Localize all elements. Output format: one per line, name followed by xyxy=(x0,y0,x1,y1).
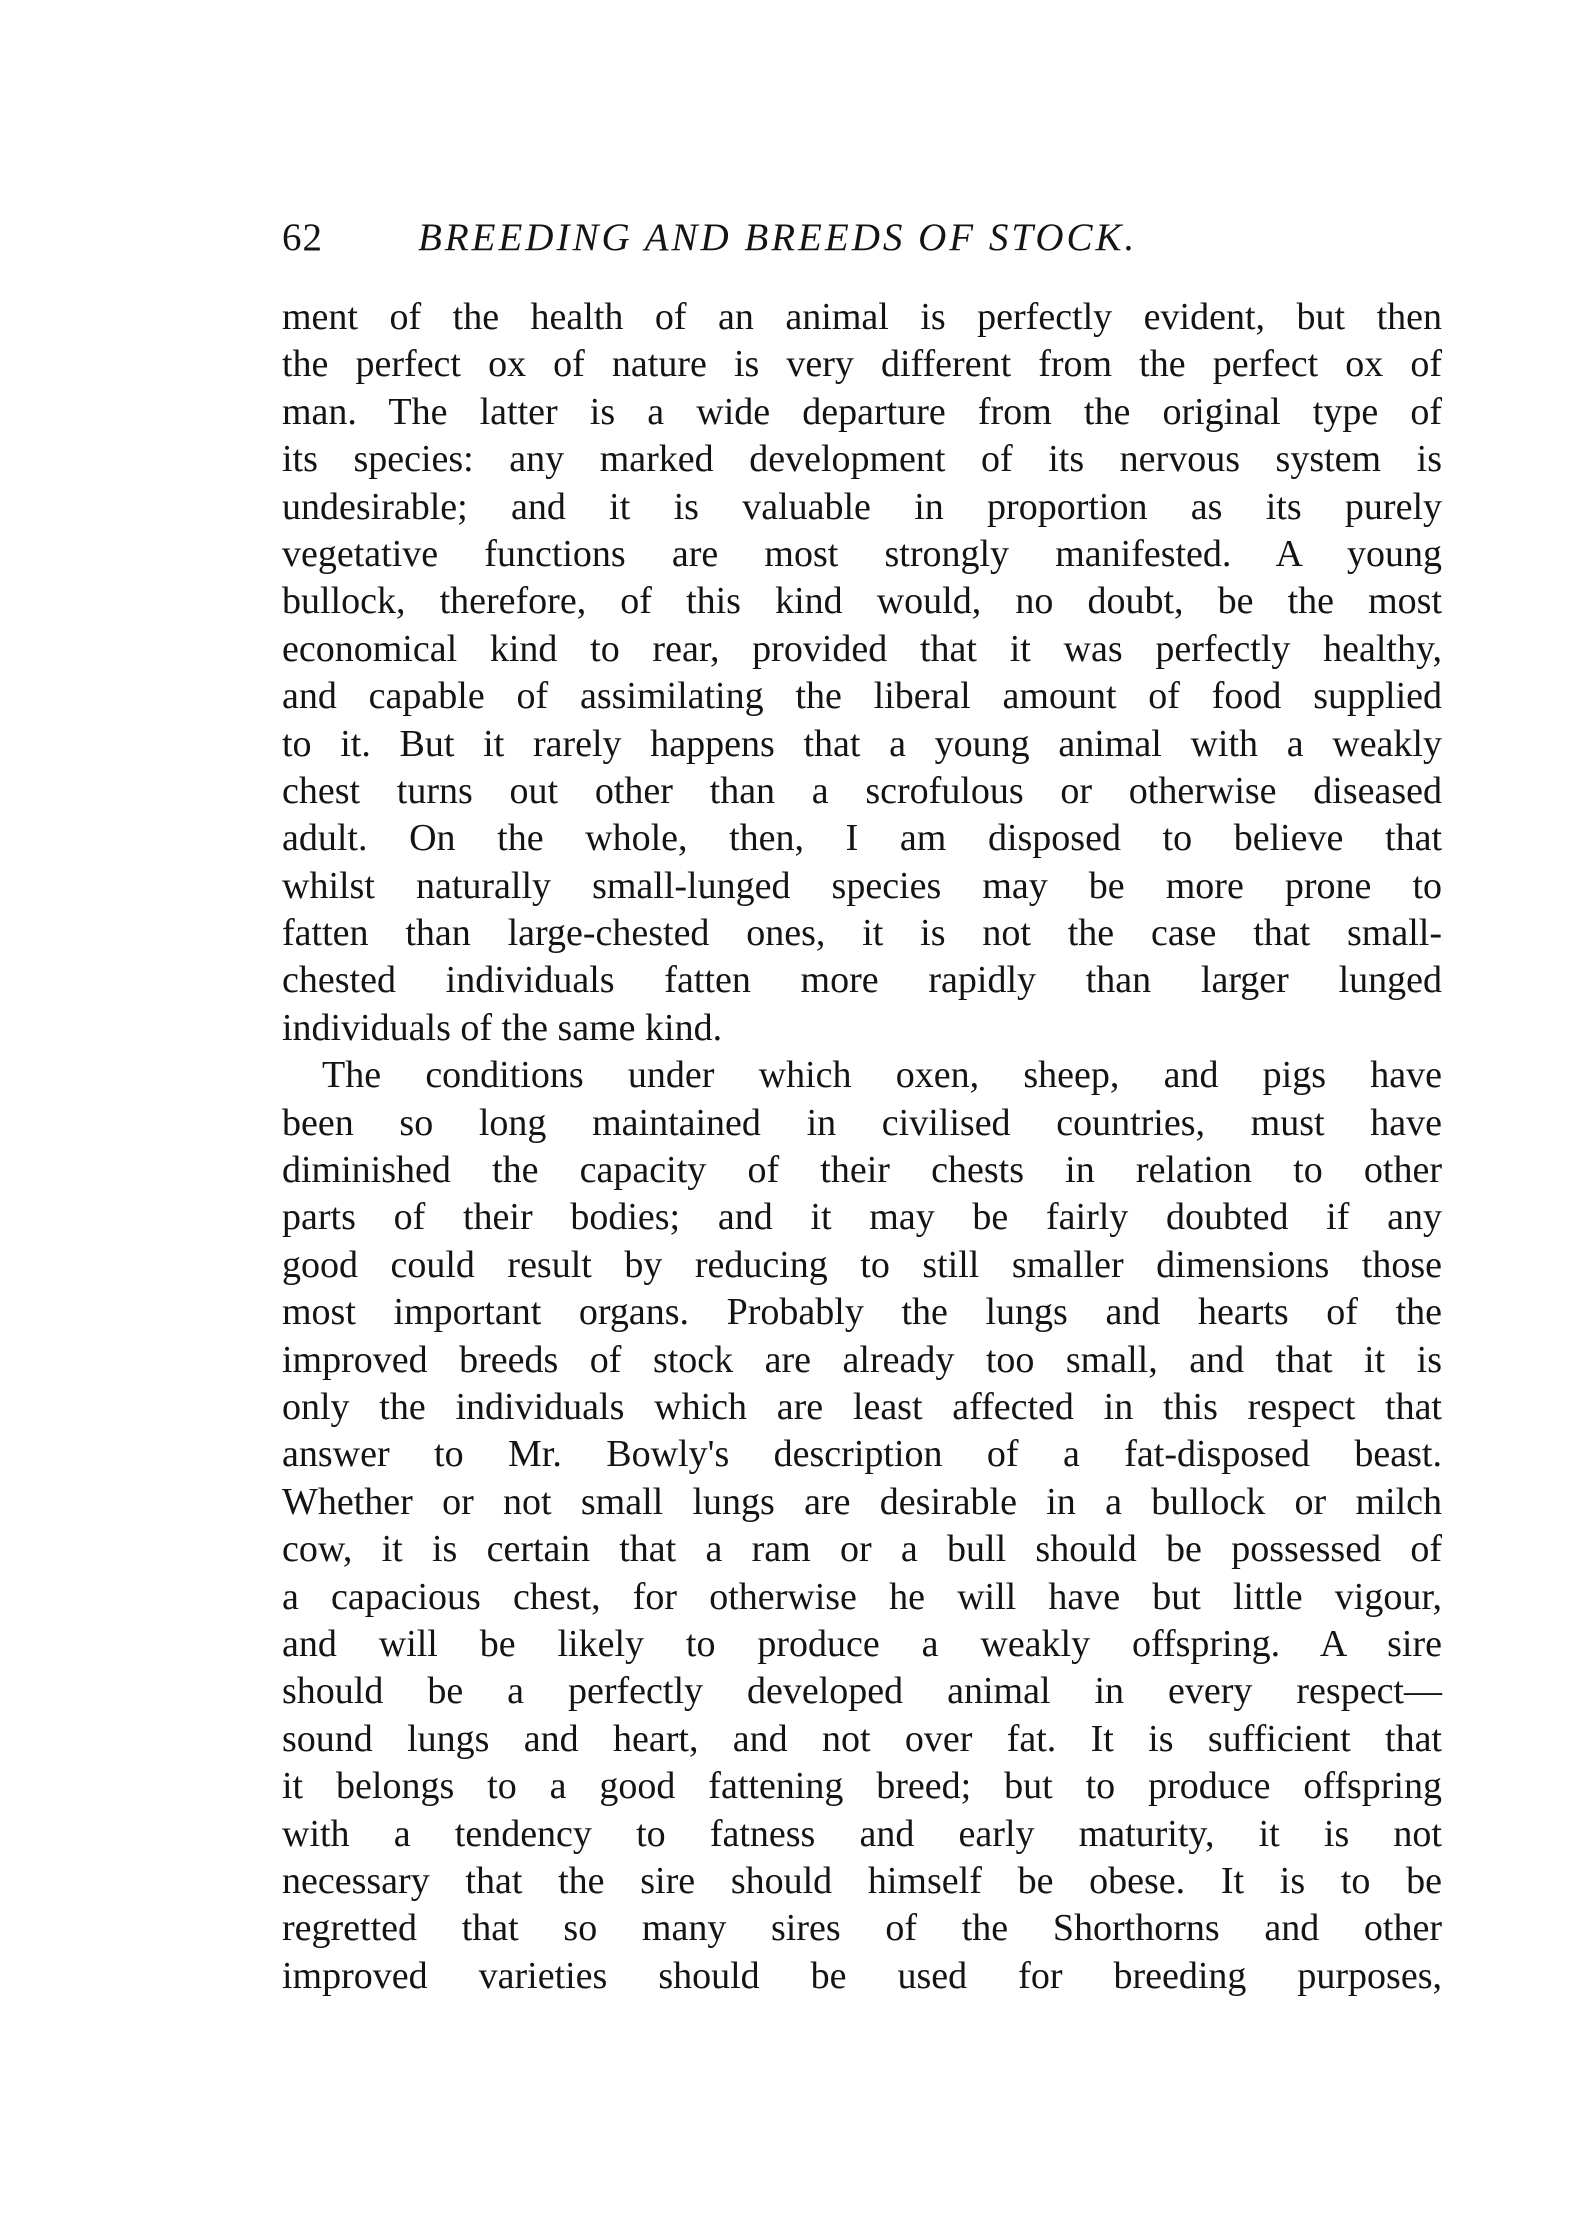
text-line: parts of their bodies; and it may be fairly doubted if any xyxy=(282,1196,1442,1239)
text-line: man. The latter is a wide departure from the original type of xyxy=(282,390,1442,433)
text-line: its species: any marked development of its nervous system is xyxy=(282,438,1442,481)
text-line: necessary that the sire should himself be obese. It is to be xyxy=(282,1859,1442,1902)
text-line: answer to Mr. Bowly's description of a fat-disposed beast. xyxy=(282,1433,1442,1476)
text-line: Whether or not small lungs are desirable in a bullock or milch xyxy=(282,1480,1442,1523)
text-line: it belongs to a good fattening breed; but to produce offspring xyxy=(282,1765,1442,1808)
text-line: sound lungs and heart, and not over fat. It is sufficient that xyxy=(282,1717,1442,1760)
text-line: a capacious chest, for otherwise he will have but little vigour, xyxy=(282,1575,1442,1618)
text-line: to it. But it rarely happens that a young animal with a weakly xyxy=(282,722,1442,765)
text-line: whilst naturally small-lunged species may be more prone to xyxy=(282,864,1442,907)
text-line: only the individuals which are least affected in this respect that xyxy=(282,1385,1442,1428)
text-line: ment of the health of an animal is perfectly evident, but then xyxy=(282,296,1442,338)
text-line: undesirable; and it is valuable in proportion as its purely xyxy=(282,485,1442,528)
text-line: most important organs. Probably the lungs and hearts of the xyxy=(282,1291,1442,1334)
text-line: individuals of the same kind. xyxy=(282,1006,723,1049)
body-text xyxy=(282,294,1442,2000)
text-line: adult. On the whole, then, I am disposed to believe that xyxy=(282,817,1442,860)
text-line: the perfect ox of nature is very different from the perfect ox of xyxy=(282,343,1442,386)
page-number: 62 xyxy=(282,216,323,259)
text-line: improved varieties should be used for breeding purposes, xyxy=(282,1954,1442,1997)
text-line: should be a perfectly developed animal in every respect— xyxy=(282,1670,1442,1713)
text-line: economical kind to rear, provided that it was perfectly healthy, xyxy=(282,627,1442,670)
text-line: been so long maintained in civilised countries, must have xyxy=(282,1101,1442,1144)
text-line: improved breeds of stock are already too small, and that it is xyxy=(282,1338,1442,1381)
text-line: chested individuals fatten more rapidly than larger lunged xyxy=(282,959,1442,1002)
text-line: good could result by reducing to still smaller dimensions those xyxy=(282,1243,1442,1286)
running-head xyxy=(282,210,1442,266)
text-line: fatten than large-chested ones, it is not the case that small- xyxy=(282,912,1442,955)
text-line: diminished the capacity of their chests in relation to other xyxy=(282,1149,1442,1192)
running-title: BREEDING AND BREEDS OF STOCK. xyxy=(418,216,1138,259)
text-line: chest turns out other than a scrofulous or otherwise diseased xyxy=(282,769,1442,812)
text-line: and capable of assimilating the liberal amount of food supplied xyxy=(282,675,1442,718)
paragraph xyxy=(282,294,1442,1052)
text-line: vegetative functions are most strongly manifested. A young xyxy=(282,532,1442,575)
text-line: and will be likely to produce a weakly offspring. A sire xyxy=(282,1622,1442,1665)
text-line: with a tendency to fatness and early maturity, it is not xyxy=(282,1812,1442,1855)
paragraph xyxy=(282,1052,1442,2000)
text-line: bullock, therefore, of this kind would, no doubt, be the most xyxy=(282,580,1442,623)
text-line: cow, it is certain that a ram or a bull should be possessed of xyxy=(282,1528,1442,1571)
text-line: The conditions under which oxen, sheep, and pigs have xyxy=(322,1054,1442,1097)
text-line: regretted that so many sires of the Shorthorns and other xyxy=(282,1907,1442,1950)
